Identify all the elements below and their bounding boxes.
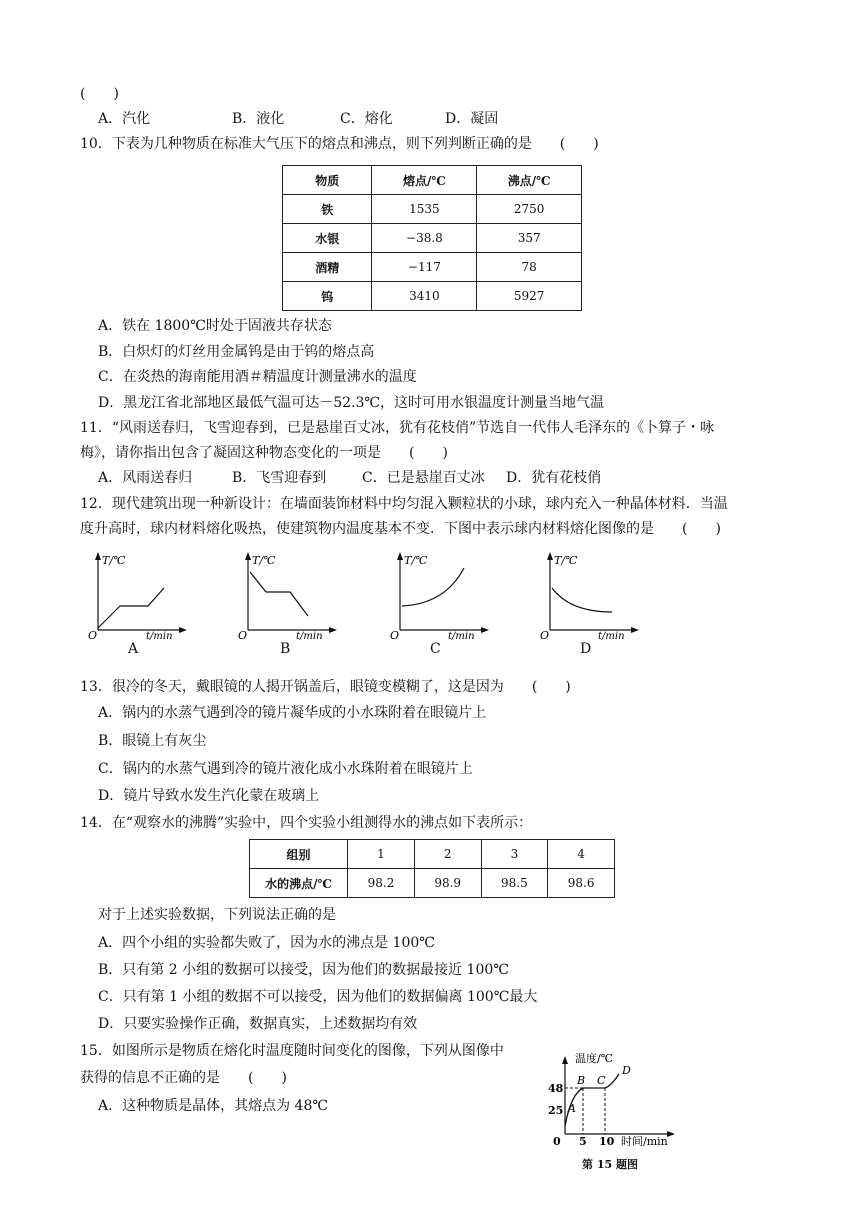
q15-stem-line2: 获得的信息不正确的是 ( ) [80, 1070, 287, 1086]
table-cell: 98.9 [414, 869, 481, 898]
table-cell: 98.6 [548, 869, 615, 898]
q15-option-a: A．这种物质是晶体，其熔点为 48℃ [98, 1098, 329, 1114]
graph-origin: 0 [553, 1135, 561, 1146]
graph-ytick: 25 [548, 1104, 564, 1117]
graph-xtick: 10 [599, 1135, 615, 1146]
q12-stem-line1: 12．现代建筑出现一种新设计：在墙面装饰材料中均匀混入颗粒状的小球，球内充入一种晶体材料．当温 [80, 496, 728, 512]
q11-option-a: A．风雨送春归 [98, 470, 193, 486]
graph-y-label: T/℃ [404, 554, 428, 567]
graph-x-label: 时间/min [621, 1135, 668, 1146]
table-row [250, 869, 615, 898]
q10-stem: 10．下表为几种物质在标准大气压下的熔点和沸点，则下列判断正确的是 ( ) [80, 136, 599, 152]
graph-x-label: t/min [146, 631, 173, 640]
q14-option-a: A．四个小组的实验都失败了，因为水的沸点是 100℃ [98, 935, 435, 951]
table-row [250, 840, 615, 869]
table-cell: 5927 [477, 282, 582, 311]
table-cell: 98.2 [348, 869, 415, 898]
table-cell: 98.5 [481, 869, 548, 898]
graph-origin: O [540, 629, 550, 640]
q11-option-b: B．飞雪迎春到 [232, 470, 327, 486]
q11-option-c: C．已是悬崖百丈冰 [362, 470, 485, 486]
q15-figure-caption: 第 15 题图 [582, 1158, 638, 1171]
q9-option-c: C．熔化 [340, 111, 393, 127]
q12-label-b: B [280, 641, 291, 657]
q12-graph-c [390, 550, 490, 640]
q14-boiling-point-table [249, 839, 615, 898]
q12-label-c: C [430, 641, 441, 657]
graph-point-label: A [568, 1102, 576, 1115]
graph-xtick: 5 [579, 1135, 587, 1146]
graph-y-label: T/℃ [102, 554, 126, 567]
q14-option-c: C．只有第 1 小组的数据不可以接受，因为他们的数据偏离 100℃最大 [98, 989, 538, 1005]
table-cell: 2 [414, 840, 481, 869]
table-cell: 78 [477, 253, 582, 282]
q9-option-a: A．汽化 [98, 111, 151, 127]
q13-option-b: B．眼镜上有灰尘 [98, 733, 207, 749]
graph-origin: O [88, 629, 98, 640]
table-header-cell: 沸点/℃ [477, 166, 582, 195]
q14-stem: 14．在“观察水的沸腾”实验中，四个实验小组测得水的沸点如下表所示： [80, 815, 533, 831]
q15-melting-graph [545, 1050, 675, 1146]
q12-label-a: A [128, 641, 139, 657]
table-header-cell: 熔点/℃ [372, 166, 477, 195]
table-cell: 2750 [477, 195, 582, 224]
table-row [283, 282, 582, 311]
q9-option-b: B．液化 [232, 111, 285, 127]
table-header-cell: 物质 [283, 166, 372, 195]
q10-option-a: A．铁在 1800℃时处于固液共存状态 [98, 318, 332, 334]
q15-stem-line1: 15．如图所示是物质在熔化时温度随时间变化的图像，下列从图像中 [80, 1043, 504, 1059]
table-cell: 1535 [372, 195, 477, 224]
graph-origin: O [238, 629, 248, 640]
graph-x-label: t/min [448, 631, 475, 640]
table-cell: 钨 [283, 282, 372, 311]
q12-graph-d [540, 550, 640, 640]
q13-option-c: C．锅内的水蒸气遇到冷的镜片液化成小水珠附着在眼镜片上 [98, 761, 473, 777]
table-cell: 3410 [372, 282, 477, 311]
table-cell: 1 [348, 840, 415, 869]
q12-stem-line2: 度升高时，球内材料熔化吸热，使建筑物内温度基本不变．下图中表示球内材料熔化图像的是 ( ) [80, 521, 721, 537]
table-cell: −117 [372, 253, 477, 282]
q12-label-d: D [580, 641, 592, 657]
graph-y-label: 温度/℃ [575, 1052, 614, 1065]
table-header-cell: 组别 [250, 840, 348, 869]
q12-graph-b [238, 550, 338, 640]
graph-ytick: 48 [548, 1082, 564, 1095]
graph-x-label: t/min [598, 631, 625, 640]
graph-point-label: C [597, 1074, 606, 1087]
table-cell: 4 [548, 840, 615, 869]
graph-point-label: B [577, 1074, 586, 1087]
q13-option-d: D．镜片导致水发生汽化蒙在玻璃上 [98, 788, 320, 804]
graph-y-label: T/℃ [252, 554, 276, 567]
graph-y-label: T/℃ [554, 554, 578, 567]
q10-option-b: B．白炽灯的灯丝用金属钨是由于钨的熔点高 [98, 344, 375, 360]
q10-option-d: D．黑龙江省北部地区最低气温可达－52.3℃，这时可用水银温度计测量当地气温 [98, 395, 605, 411]
table-cell: 水银 [283, 224, 372, 253]
q14-option-b: B．只有第 2 小组的数据可以接受，因为他们的数据最接近 100℃ [98, 962, 509, 978]
table-header-cell: 水的沸点/℃ [250, 869, 348, 898]
q14-lead: 对于上述实验数据，下列说法正确的是 [98, 907, 336, 923]
graph-origin: O [390, 629, 400, 640]
table-row [283, 253, 582, 282]
table-row [283, 195, 582, 224]
q12-graph-a [88, 550, 188, 640]
q13-stem: 13．很冷的冬天，戴眼镜的人揭开锅盖后，眼镜变模糊了，这是因为 ( ) [80, 679, 571, 695]
q11-stem-line2: 梅》，请你指出包含了凝固这种物态变化的一项是 ( ) [80, 445, 448, 461]
q13-option-a: A．锅内的水蒸气遇到冷的镜片凝华成的小水珠附着在眼镜片上 [98, 705, 487, 721]
q10-option-c: C．在炎热的海南能用酒＃精温度计测量沸水的温度 [98, 369, 417, 385]
table-cell: 铁 [283, 195, 372, 224]
q11-stem-line1: 11．“风雨送春归，飞雪迎春到，已是悬崖百丈冰，犹有花枝俏”节选自一代伟人毛泽东的《卜算子・咏 [80, 420, 715, 436]
q9-option-d: D．凝固 [445, 111, 499, 127]
graph-point-label: D [622, 1064, 631, 1077]
q10-melting-boiling-table [282, 165, 582, 311]
q9-paren: ( ) [80, 86, 119, 102]
table-row [283, 224, 582, 253]
table-cell: 3 [481, 840, 548, 869]
table-cell: 酒精 [283, 253, 372, 282]
q14-option-d: D．只要实验操作正确，数据真实，上述数据均有效 [98, 1016, 418, 1032]
table-cell: 357 [477, 224, 582, 253]
q11-option-d: D．犹有花枝俏 [506, 470, 602, 486]
graph-x-label: t/min [296, 631, 323, 640]
table-cell: −38.8 [372, 224, 477, 253]
